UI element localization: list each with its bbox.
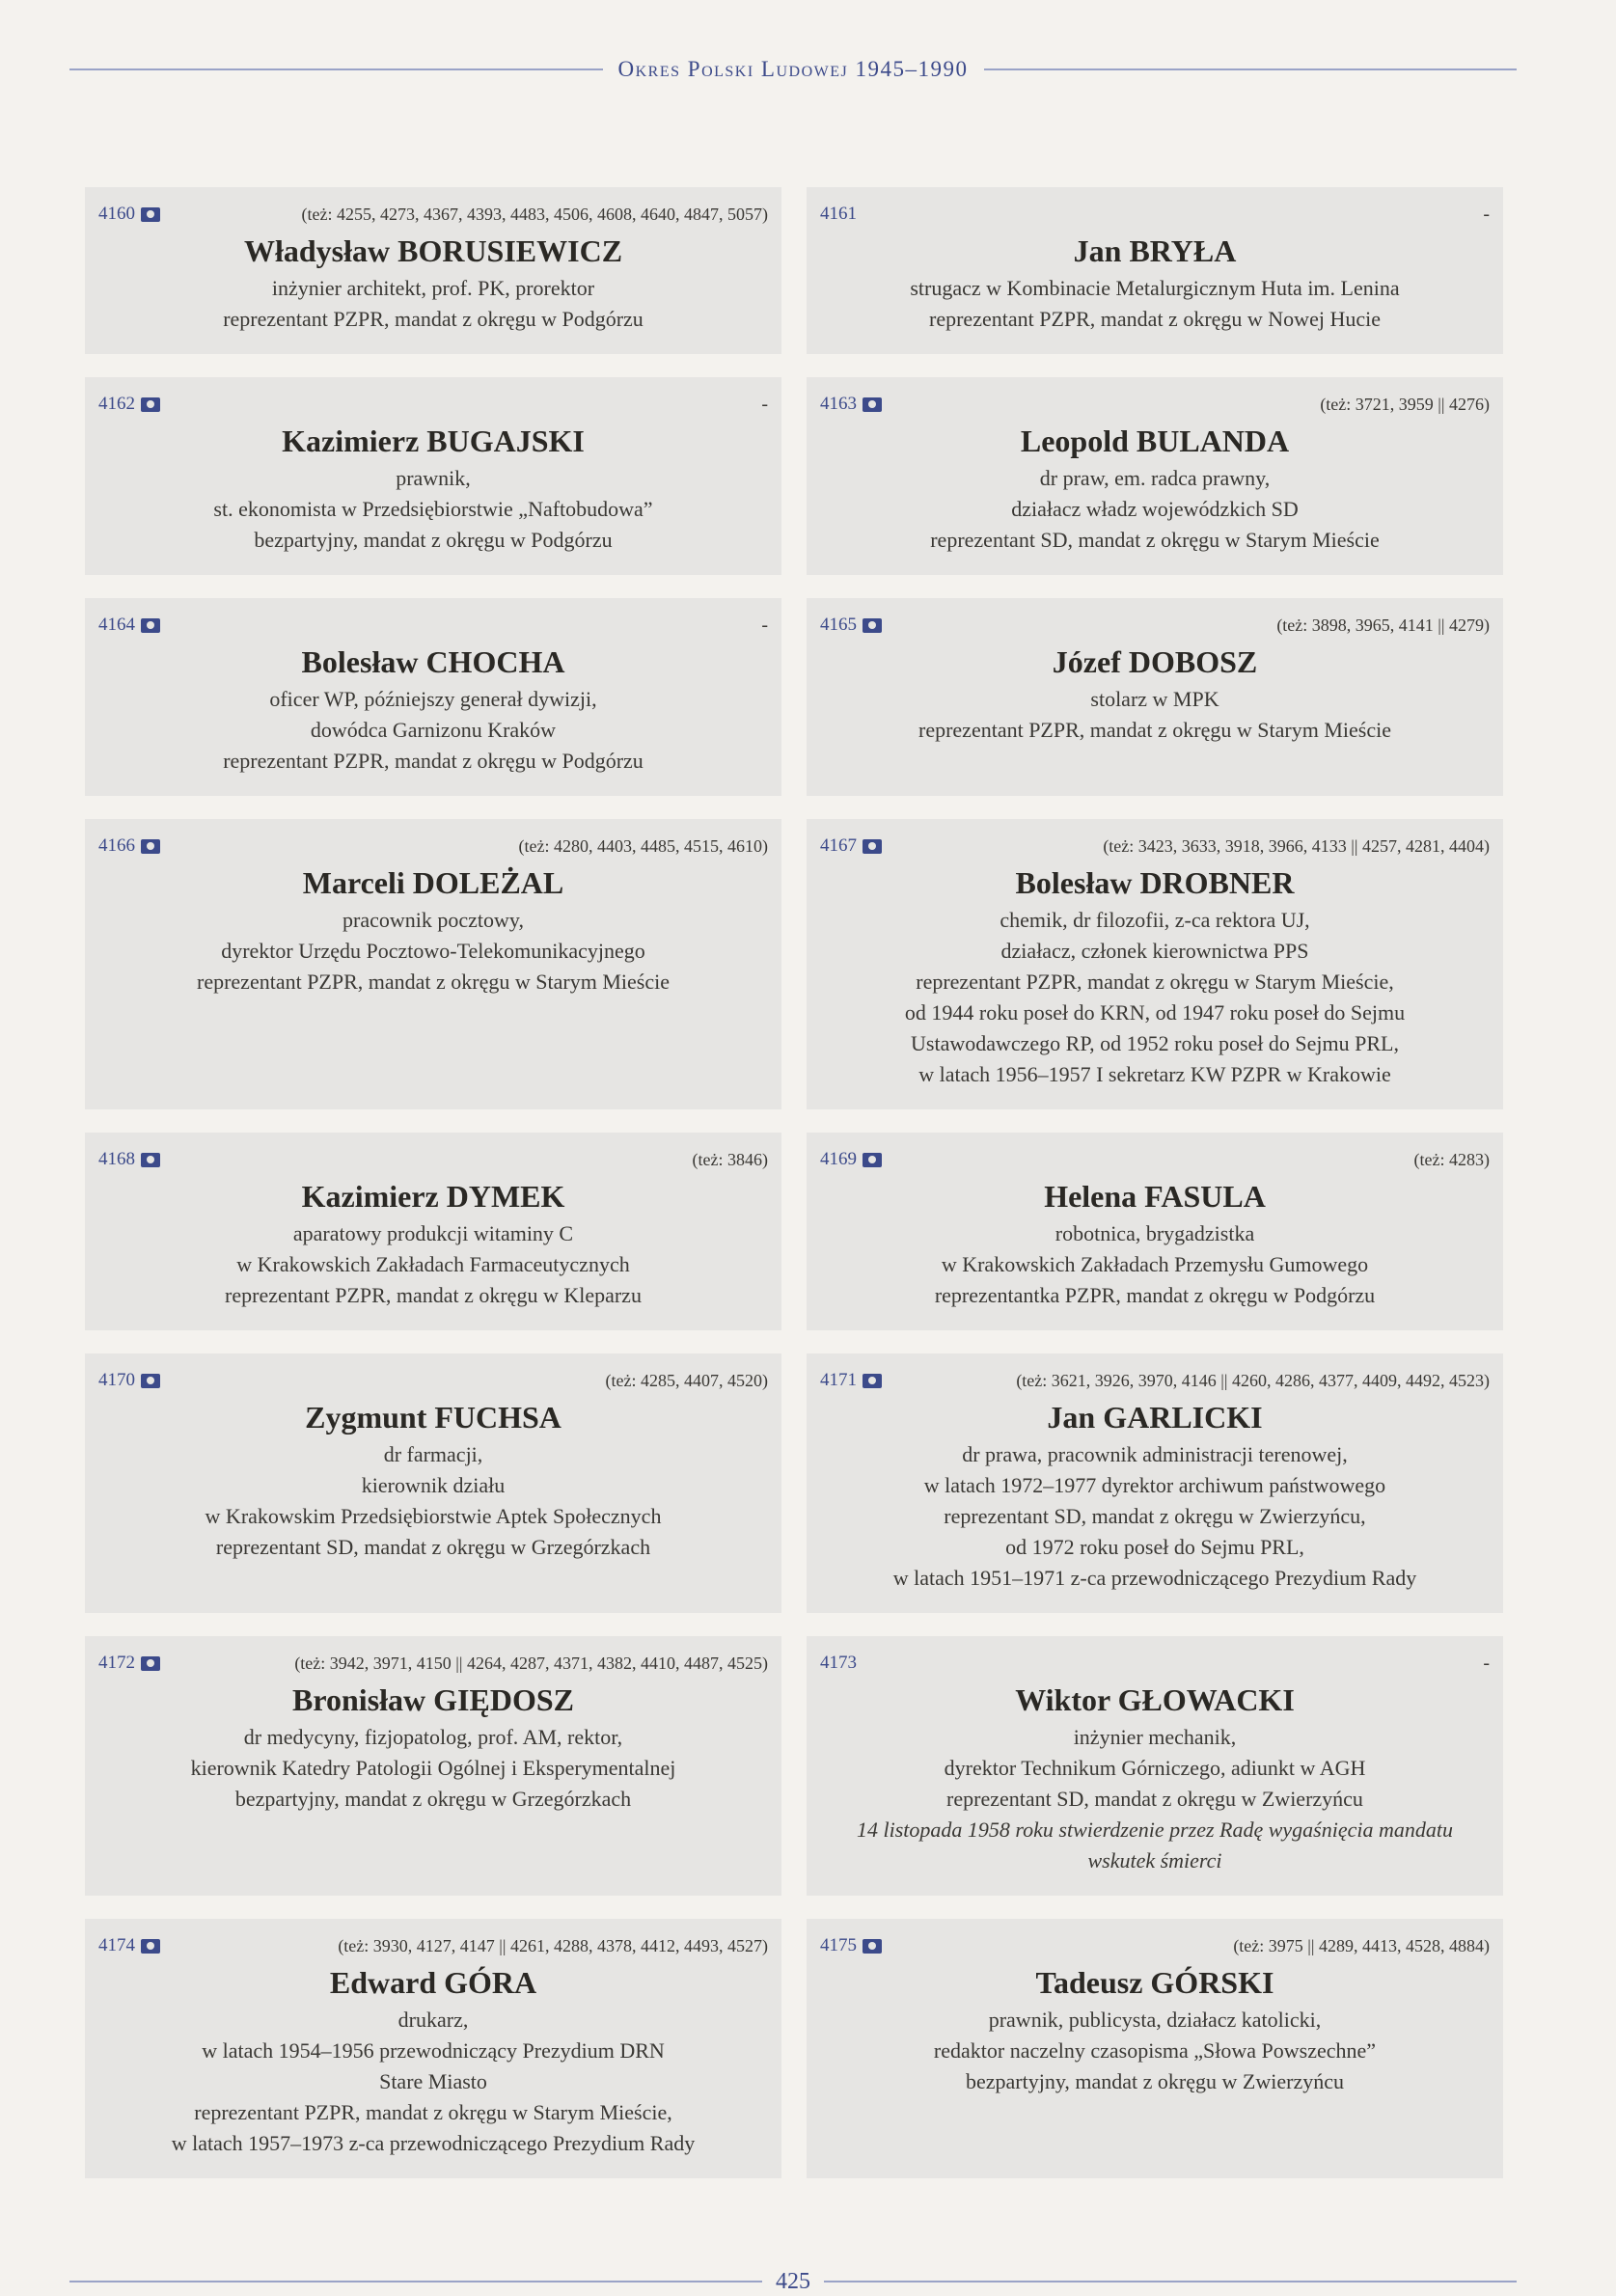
- entry-line: robotnica, brygadzistka: [1055, 1221, 1255, 1245]
- entry-line: w latach 1957–1973 z-ca przewodniczącego Prezydium Rady: [171, 2131, 696, 2155]
- entry-number: 4175: [820, 1935, 857, 1955]
- entry-card: [85, 1133, 781, 1330]
- entries-row: [85, 1133, 1503, 1330]
- entry-line: w Krakowskim Przedsiębiorstwie Aptek Społecznych: [205, 1504, 662, 1528]
- person-name: Helena FASULA: [1044, 1179, 1266, 1214]
- person-name: Zygmunt FUCHSA: [305, 1400, 561, 1435]
- entry-line: Stare Miasto: [379, 2069, 487, 2093]
- entry-line: dowódca Garnizonu Kraków: [310, 718, 557, 742]
- entry-line: od 1972 roku poseł do Sejmu PRL,: [1005, 1535, 1304, 1559]
- entry-number: 4166: [98, 835, 135, 856]
- entry-line: reprezentant SD, mandat z okręgu w Starym Mieście: [930, 528, 1380, 552]
- entry-number: 4172: [98, 1653, 135, 1673]
- person-name: Jan GARLICKI: [1047, 1400, 1263, 1435]
- person-name: Leopold BULANDA: [1020, 424, 1290, 458]
- entry-line: strugacz w Kombinacie Metalurgicznym Huta im. Lenina: [910, 276, 1400, 300]
- entry-topline: [98, 1650, 768, 1677]
- cross-reference: (też: 3621, 3926, 3970, 4146 || 4260, 4286, 4377, 4409, 4492, 4523): [1016, 1370, 1490, 1390]
- entry-line: w latach 1956–1957 I sekretarz KW PZPR w Krakowie: [918, 1062, 1391, 1086]
- person-name: Kazimierz BUGAJSKI: [282, 424, 585, 458]
- entry-line: reprezentant SD, mandat z okręgu w Zwierzyńcu,: [944, 1504, 1366, 1528]
- entry-number-wrap: [98, 1370, 160, 1391]
- entry-card: [85, 598, 781, 796]
- entry-line: w latach 1954–1956 przewodniczący Prezydium DRN: [202, 2038, 665, 2063]
- entry-number: 4170: [98, 1370, 135, 1390]
- entry-topline: [98, 612, 768, 639]
- entry-line: stolarz w MPK: [1090, 687, 1219, 711]
- photo-icon: [141, 839, 160, 854]
- cross-reference: -: [1483, 1652, 1490, 1674]
- entry-number: 4171: [820, 1370, 857, 1390]
- person-name: Marceli DOLEŻAL: [302, 865, 564, 900]
- entry-card: [807, 1919, 1503, 2178]
- entry-card: [85, 1353, 781, 1613]
- cross-reference: (też: 3423, 3633, 3918, 3966, 4133 || 4257, 4281, 4404): [1103, 835, 1490, 856]
- entry-number-wrap: [98, 1935, 160, 1956]
- person-name: Edward GÓRA: [329, 1965, 537, 2000]
- entry-line: reprezentant PZPR, mandat z okręgu w Podgórzu: [223, 749, 644, 773]
- entry-line: w Krakowskich Zakładach Farmaceutycznych: [236, 1252, 630, 1276]
- cross-reference: -: [761, 614, 768, 636]
- entry-line: drukarz,: [397, 2008, 469, 2032]
- person-name: Władysław BORUSIEWICZ: [243, 233, 623, 268]
- photo-icon: [141, 1374, 160, 1388]
- cross-reference: (też: 4280, 4403, 4485, 4515, 4610): [518, 835, 768, 856]
- person-name: Bronisław GIĘDOSZ: [292, 1682, 574, 1717]
- entry-number-wrap: [98, 1149, 160, 1170]
- entry-card: [85, 187, 781, 354]
- entry-number-wrap: [820, 1370, 882, 1391]
- person-name: Wiktor GŁOWACKI: [1015, 1682, 1295, 1717]
- entry-line: bezpartyjny, mandat z okręgu w Zwierzyńcu: [966, 2069, 1344, 2093]
- entry-number-wrap: [98, 615, 160, 636]
- entry-line: reprezentant SD, mandat z okręgu w Zwierzyńcu: [946, 1787, 1363, 1811]
- entry-line: reprezentant PZPR, mandat z okręgu w Kleparzu: [225, 1283, 642, 1307]
- entry-number-wrap: [820, 204, 857, 225]
- entry-line: dyrektor Technikum Górniczego, adiunkt w AGH: [944, 1756, 1366, 1780]
- page-footer: [69, 2267, 1517, 2296]
- photo-icon: [863, 618, 882, 633]
- cross-reference: (też: 3721, 3959 || 4276): [1320, 394, 1490, 414]
- entry-card: [807, 1636, 1503, 1896]
- entry-topline: [820, 1146, 1490, 1173]
- entry-note: wskutek śmierci: [1087, 1848, 1222, 1872]
- entry-line: reprezentantka PZPR, mandat z okręgu w Podgórzu: [934, 1283, 1376, 1307]
- entry-topline: [98, 1146, 768, 1173]
- entry-line: redaktor naczelny czasopisma „Słowa Powszechne”: [933, 2038, 1377, 2063]
- entry-number-wrap: [820, 615, 882, 636]
- photo-icon: [863, 1939, 882, 1954]
- entries-row: [85, 598, 1503, 796]
- entry-card: [807, 598, 1503, 796]
- entry-number: 4160: [98, 204, 135, 224]
- entry-line: pracownik pocztowy,: [342, 908, 524, 932]
- entry-number-wrap: [98, 835, 160, 857]
- person-name: Kazimierz DYMEK: [301, 1179, 565, 1214]
- entries-row: [85, 819, 1503, 1109]
- entry-line: działacz, członek kierownictwa PPS: [1000, 939, 1309, 963]
- entry-topline: [820, 612, 1490, 639]
- entry-card: [85, 819, 781, 1109]
- photo-icon: [141, 1153, 160, 1167]
- entry-line: inżynier mechanik,: [1073, 1725, 1237, 1749]
- photo-icon: [863, 1153, 882, 1167]
- entry-line: bezpartyjny, mandat z okręgu w Podgórzu: [254, 528, 613, 552]
- entry-number: 4174: [98, 1935, 135, 1955]
- person-name: Józef DOBOSZ: [1052, 644, 1258, 679]
- photo-icon: [141, 207, 160, 222]
- entries-row: [85, 187, 1503, 354]
- photo-icon: [863, 1374, 882, 1388]
- entry-topline: [98, 833, 768, 860]
- cross-reference: (też: 3846): [692, 1149, 768, 1169]
- running-title: Okres Polski Ludowej 1945–1990: [617, 57, 969, 81]
- entry-number-wrap: [98, 1653, 160, 1674]
- cross-reference: -: [761, 393, 768, 415]
- cross-reference: (też: 3930, 4127, 4147 || 4261, 4288, 4378, 4412, 4493, 4527): [338, 1935, 768, 1955]
- entry-card: [807, 819, 1503, 1109]
- entry-line: reprezentant PZPR, mandat z okręgu w Starym Mieście,: [916, 970, 1394, 994]
- header-rule-right: [984, 68, 1518, 70]
- entry-line: w latach 1951–1971 z-ca przewodniczącego Prezydium Rady: [892, 1566, 1417, 1590]
- entry-line: aparatowy produkcji witaminy C: [292, 1221, 574, 1245]
- photo-icon: [141, 618, 160, 633]
- entry-topline: [820, 833, 1490, 860]
- entry-number: 4168: [98, 1149, 135, 1169]
- entry-number-wrap: [98, 394, 160, 415]
- entry-line: prawnik,: [396, 466, 471, 490]
- person-name: Tadeusz GÓRSKI: [1035, 1965, 1274, 2000]
- entry-number: 4163: [820, 394, 857, 414]
- entry-topline: [820, 391, 1490, 418]
- entry-line: dr medycyny, fizjopatolog, prof. AM, rektor,: [243, 1725, 623, 1749]
- entry-card: [807, 1353, 1503, 1613]
- person-name: Bolesław DROBNER: [1015, 865, 1295, 900]
- entry-line: działacz władz wojewódzkich SD: [1011, 497, 1299, 521]
- page-number: 425: [776, 2268, 810, 2294]
- entry-card: [85, 377, 781, 575]
- entry-topline: [98, 1367, 768, 1394]
- entry-line: reprezentant PZPR, mandat z okręgu w Podgórzu: [223, 307, 644, 331]
- entry-number-wrap: [820, 835, 882, 857]
- entry-topline: [820, 1367, 1490, 1394]
- entry-card: [85, 1636, 781, 1896]
- cross-reference: (też: 3942, 3971, 4150 || 4264, 4287, 4371, 4382, 4410, 4487, 4525): [294, 1653, 768, 1673]
- footer-rule-right: [824, 2281, 1517, 2282]
- entry-number-wrap: [820, 1935, 882, 1956]
- entry-number-wrap: [820, 1149, 882, 1170]
- entry-topline: [820, 1650, 1490, 1677]
- entry-line: inżynier architekt, prof. PK, prorektor: [271, 276, 595, 300]
- entries-row: [85, 377, 1503, 575]
- entry-topline: [98, 1932, 768, 1959]
- entry-topline: [820, 1932, 1490, 1959]
- entry-line: reprezentant PZPR, mandat z okręgu w Nowej Hucie: [929, 307, 1381, 331]
- entry-line: bezpartyjny, mandat z okręgu w Grzegórzkach: [234, 1787, 632, 1811]
- entry-number: 4167: [820, 835, 857, 856]
- entry-line: kierownik Katedry Patologii Ogólnej i Eksperymentalnej: [190, 1756, 676, 1780]
- entries-row: [85, 1353, 1503, 1613]
- photo-icon: [141, 397, 160, 412]
- cross-reference: -: [1483, 203, 1490, 225]
- entry-line: dr farmacji,: [383, 1442, 483, 1466]
- cross-reference: (też: 4255, 4273, 4367, 4393, 4483, 4506, 4608, 4640, 4847, 5057): [301, 204, 768, 224]
- entry-line: dyrektor Urzędu Pocztowo-Telekomunikacyjnego: [221, 939, 645, 963]
- entry-line: reprezentant PZPR, mandat z okręgu w Starym Mieście,: [194, 2100, 672, 2124]
- cross-reference: (też: 4283): [1413, 1149, 1490, 1169]
- entry-topline: [820, 201, 1490, 228]
- entries-grid: [85, 187, 1503, 2201]
- entries-row: [85, 1919, 1503, 2178]
- entry-card: [807, 1133, 1503, 1330]
- person-name: Bolesław CHOCHA: [301, 644, 565, 679]
- entry-number: 4165: [820, 615, 857, 635]
- entry-number: 4161: [820, 204, 857, 224]
- photo-icon: [863, 839, 882, 854]
- entry-line: reprezentant PZPR, mandat z okręgu w Starym Mieście: [918, 718, 1391, 742]
- entry-number: 4169: [820, 1149, 857, 1169]
- photo-icon: [141, 1939, 160, 1954]
- entry-note: 14 listopada 1958 roku stwierdzenie przez Radę wygaśnięcia mandatu: [857, 1818, 1453, 1842]
- entry-line: reprezentant SD, mandat z okręgu w Grzegórzkach: [215, 1535, 651, 1559]
- entry-card: [807, 187, 1503, 354]
- entry-line: od 1944 roku poseł do KRN, od 1947 roku poseł do Sejmu: [904, 1000, 1406, 1025]
- person-name: Jan BRYŁA: [1073, 233, 1237, 268]
- entry-line: Ustawodawczego RP, od 1952 roku poseł do Sejmu PRL,: [911, 1031, 1399, 1055]
- entry-card: [807, 377, 1503, 575]
- entry-line: prawnik, publicysta, działacz katolicki,: [988, 2008, 1322, 2032]
- footer-rule-left: [69, 2281, 762, 2282]
- cross-reference: (też: 3898, 3965, 4141 || 4279): [1276, 615, 1490, 635]
- entry-line: oficer WP, późniejszy generał dywizji,: [269, 687, 597, 711]
- entry-line: w latach 1972–1977 dyrektor archiwum państwowego: [923, 1473, 1386, 1497]
- entry-topline: [98, 201, 768, 228]
- entry-line: reprezentant PZPR, mandat z okręgu w Starym Mieście: [197, 970, 670, 994]
- entry-number: 4162: [98, 394, 135, 414]
- page-header: [69, 50, 1517, 89]
- entry-number-wrap: [98, 204, 160, 225]
- entry-topline: [98, 391, 768, 418]
- entry-line: w Krakowskich Zakładach Przemysłu Gumowego: [941, 1252, 1369, 1276]
- cross-reference: (też: 4285, 4407, 4520): [605, 1370, 768, 1390]
- entries-row: [85, 1636, 1503, 1896]
- header-rule-left: [69, 68, 603, 70]
- entry-number-wrap: [820, 394, 882, 415]
- entry-card: [85, 1919, 781, 2178]
- entry-line: dr praw, em. radca prawny,: [1039, 466, 1271, 490]
- entry-line: chemik, dr filozofii, z-ca rektora UJ,: [1000, 908, 1310, 932]
- entry-number: 4164: [98, 615, 135, 635]
- photo-icon: [863, 397, 882, 412]
- entry-number: 4173: [820, 1653, 857, 1673]
- photo-icon: [141, 1656, 160, 1671]
- cross-reference: (też: 3975 || 4289, 4413, 4528, 4884): [1233, 1935, 1490, 1955]
- entry-line: st. ekonomista w Przedsiębiorstwie „Naftobudowa”: [213, 497, 653, 521]
- entry-line: dr prawa, pracownik administracji terenowej,: [962, 1442, 1348, 1466]
- entry-number-wrap: [820, 1653, 857, 1674]
- entry-line: kierownik działu: [361, 1473, 506, 1497]
